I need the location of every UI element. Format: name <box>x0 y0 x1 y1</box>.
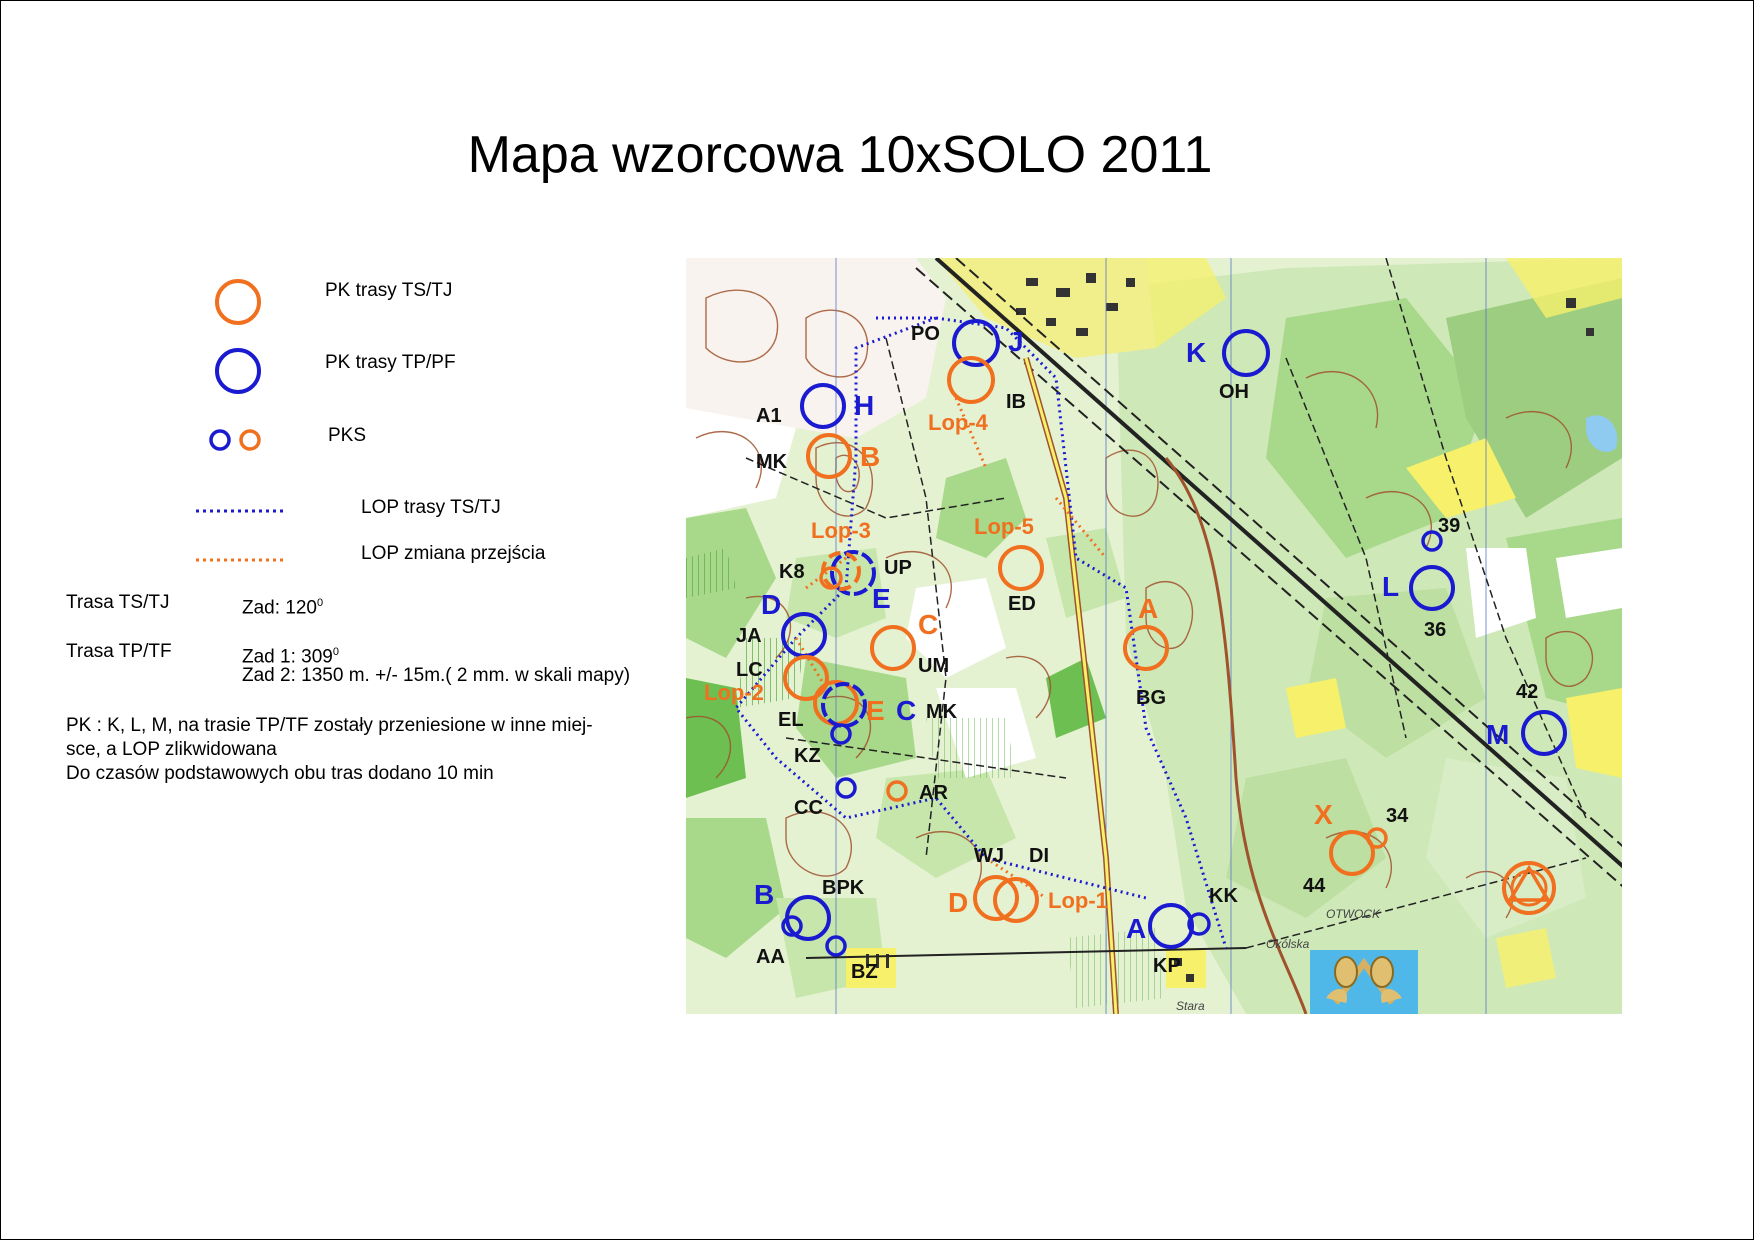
control-code: KK <box>1209 885 1238 907</box>
control-code: OH <box>1219 381 1249 403</box>
control-code: AR <box>919 782 948 804</box>
control-letter: J <box>1008 326 1024 357</box>
degree-sup: 0 <box>317 597 324 609</box>
control-code: BG <box>1136 687 1166 709</box>
legend-label-lop-ts: LOP trasy TS/TJ <box>361 497 501 518</box>
pks-circles-icon <box>206 425 266 455</box>
note-line-2: sce, a LOP zlikwidowana <box>66 739 277 760</box>
route-tp-task2: Zad 2: 1350 m. +/- 15m.( 2 mm. w skali mapy) <box>242 665 631 686</box>
control-code: 36 <box>1424 619 1447 641</box>
control-code: 34 <box>1386 805 1409 827</box>
note-line-3: Do czasów podstawowych obu tras dodano 10 min <box>66 763 494 784</box>
place-label: Okólska <box>1266 937 1310 951</box>
control-code: CC <box>794 797 823 819</box>
control-code: PO <box>911 323 940 345</box>
control-letter: C <box>918 609 939 640</box>
orange-dotted-line-icon <box>194 555 286 565</box>
control-letter: B <box>860 441 881 472</box>
control-letter: A <box>1126 913 1147 944</box>
control-code: MK <box>926 701 958 723</box>
control-code: EL <box>778 709 804 731</box>
blue-circle-icon <box>212 345 264 397</box>
control-code: UM <box>918 655 950 677</box>
blue-dotted-line-icon <box>194 506 286 516</box>
control-letter: D <box>948 887 969 918</box>
legend-label-ts: PK trasy TS/TJ <box>325 280 453 301</box>
legend-label-lop-change: LOP zmiana przejścia <box>361 543 546 564</box>
control-letter: H <box>854 390 875 421</box>
place-label: OTWOCK <box>1326 907 1380 921</box>
control-letter: E <box>872 583 891 614</box>
control-code: A1 <box>756 405 782 427</box>
control-code: WJ <box>974 845 1004 867</box>
control-letter: A <box>1138 593 1159 624</box>
control-code: ED <box>1008 593 1036 615</box>
route-tp-task1-text: Zad 1: 309 <box>242 646 333 668</box>
control-letter: B <box>754 879 775 910</box>
place-label: Stara <box>1176 999 1205 1013</box>
control-letter: C <box>896 695 917 726</box>
control-code: MK <box>756 451 788 473</box>
control-letter: D <box>761 589 782 620</box>
control-code: DI <box>1029 845 1049 867</box>
route-tp-name: Trasa TP/TF <box>66 641 172 662</box>
lop-label: Lop-4 <box>928 410 988 435</box>
control-code: 44 <box>1303 875 1326 897</box>
orange-circle-icon <box>212 276 264 328</box>
degree-sup: 0 <box>332 646 339 658</box>
club-logo-icon <box>1310 950 1418 1014</box>
control-code: UP <box>884 557 912 579</box>
control-code: 39 <box>1438 515 1461 537</box>
control-letter: X <box>1314 799 1333 830</box>
control-letter: K <box>1186 337 1207 368</box>
control-code: IB <box>1006 391 1026 413</box>
lop-label: Lop-1 <box>1048 888 1108 913</box>
lop-label: Lop-5 <box>974 514 1034 539</box>
control-code: JA <box>736 625 762 647</box>
legend-label-tp: PK trasy TP/PF <box>325 352 456 373</box>
control-letter: E <box>866 695 885 726</box>
page-title: Mapa wzorcowa 10xSOLO 2011 <box>467 126 1213 184</box>
lop-label: Lop-3 <box>811 518 871 543</box>
control-code: KP <box>1153 955 1181 977</box>
control-code: LC <box>736 659 763 681</box>
control-code: K8 <box>779 561 805 583</box>
route-ts-name: Trasa TS/TJ <box>66 592 170 613</box>
legend-label-pks: PKS <box>328 425 367 446</box>
control-code: 42 <box>1516 681 1539 703</box>
route-ts-task <box>242 591 323 620</box>
control-code: KZ <box>794 745 821 767</box>
control-code: BPK <box>822 877 865 899</box>
orienteering-map <box>686 258 1622 1014</box>
control-code: AA <box>756 946 785 968</box>
control-letter: L <box>1382 571 1400 602</box>
route-ts-task-text: Zad: 120 <box>242 597 317 619</box>
lop-label: Lop-2 <box>704 680 764 705</box>
note-line-1: PK : K, L, M, na trasie TP/TF zostały przeniesione w inne miej- <box>66 715 593 736</box>
control-code: BZ <box>851 961 878 983</box>
control-letter: M <box>1486 719 1510 750</box>
